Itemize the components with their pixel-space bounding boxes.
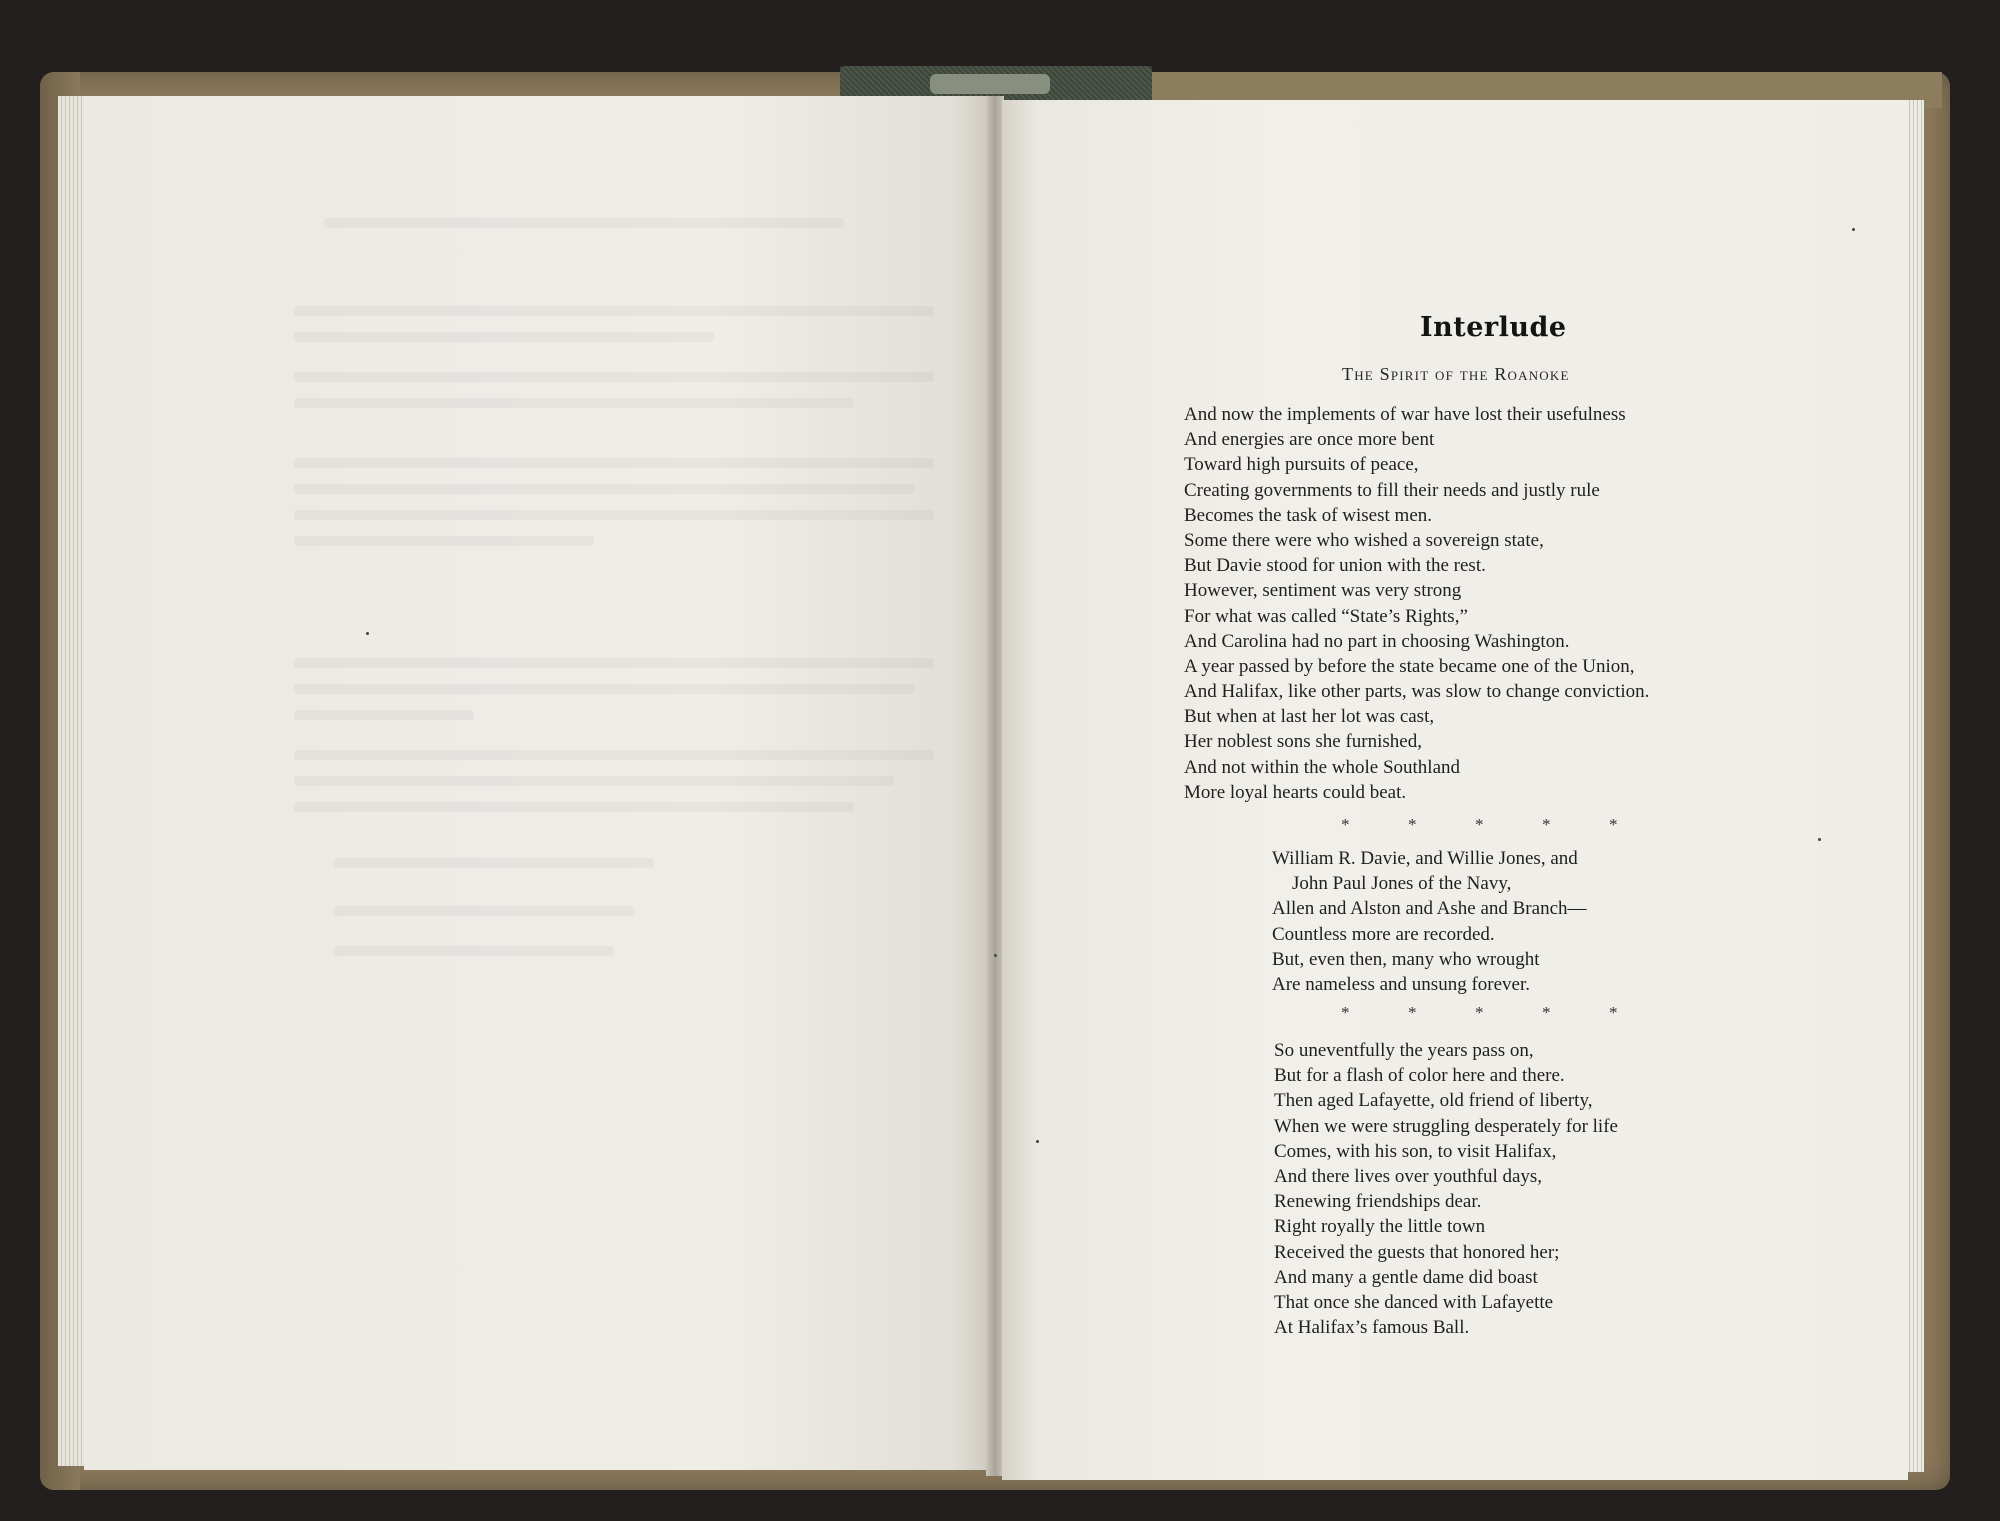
show-through-line (294, 306, 934, 316)
verse-line: However, sentiment was very strong (1184, 580, 1462, 602)
verse-line: But for a flash of color here and there. (1274, 1065, 1565, 1087)
verse-line: Countless more are recorded. (1272, 923, 1495, 945)
separator-star: * (1542, 1003, 1551, 1022)
show-through-line (294, 684, 914, 694)
show-through-line (294, 536, 594, 546)
verse-line: So uneventfully the years pass on, (1274, 1040, 1534, 1061)
verse-line: And there lives over youthful days, (1274, 1165, 1543, 1187)
verse-line: Allen and Alston and Ashe and Branch— (1272, 898, 1587, 920)
spine-wear (930, 74, 1050, 94)
show-through-line (334, 906, 634, 916)
verse-line: And Halifax, like other parts, was slow to change conviction. (1184, 681, 1650, 703)
verse-line: At Halifax’s famous Ball. (1274, 1317, 1470, 1339)
verse-line: But, even then, many who wrought (1272, 948, 1540, 970)
separator-star: * (1408, 815, 1417, 834)
paper-speck (1852, 228, 1855, 231)
verse-line: Some there were who wished a sovereign state, (1184, 529, 1544, 551)
verse-line: A year passed by before the state became one of the Union, (1184, 655, 1635, 677)
verse-line: Her noblest sons she furnished, (1184, 731, 1422, 753)
show-through-line (294, 458, 934, 468)
paper-speck (1818, 838, 1821, 841)
section-separator (1341, 1003, 1676, 1023)
verse-line: More loyal hearts could beat. (1184, 781, 1407, 803)
show-through-line (294, 776, 894, 786)
verse-line: For what was called “State’s Rights,” (1184, 605, 1468, 627)
left-page (84, 96, 988, 1470)
separator-star: * (1341, 1003, 1350, 1022)
show-through-line (294, 802, 854, 812)
separator-star: * (1609, 1003, 1618, 1022)
paper-speck (366, 632, 369, 635)
verse-line: Becomes the task of wisest men. (1184, 504, 1433, 526)
verse-line: Comes, with his son, to visit Halifax, (1274, 1140, 1557, 1162)
stanza-2 (1272, 846, 1587, 997)
verse-line: And energies are once more bent (1184, 429, 1435, 451)
verse-line: And not within the whole Southland (1184, 756, 1461, 778)
show-through-line (294, 332, 714, 342)
show-through-line (294, 750, 934, 760)
page-stack-right (1906, 100, 1924, 1472)
verse-line: When we were struggling desperately for life (1274, 1115, 1618, 1137)
page-heading: Interlude (1420, 312, 1567, 343)
verse-line: Toward high pursuits of peace, (1184, 454, 1419, 476)
paper-speck (994, 954, 997, 957)
stanza-3 (1274, 1038, 1618, 1340)
separator-star: * (1475, 1003, 1484, 1022)
separator-star: * (1542, 815, 1551, 834)
verse-line: And Carolina had no part in choosing Washington. (1184, 630, 1570, 652)
show-through-line (324, 218, 844, 228)
verse-line: Are nameless and unsung forever. (1272, 973, 1531, 995)
section-separator (1341, 815, 1676, 835)
separator-star: * (1408, 1003, 1417, 1022)
separator-star: * (1475, 815, 1484, 834)
verse-line: Right royally the little town (1274, 1216, 1486, 1238)
verse-line: Creating governments to fill their needs and justly rule (1184, 479, 1600, 501)
show-through-line (294, 398, 854, 408)
page-subheading: The Spirit of the Roanoke (1342, 364, 1570, 384)
show-through-line (294, 510, 934, 520)
separator-star: * (1341, 815, 1350, 834)
show-through-line (334, 858, 654, 868)
verse-line: John Paul Jones of the Navy, (1292, 873, 1512, 895)
verse-line: William R. Davie, and Willie Jones, and (1272, 848, 1578, 869)
verse-line: Renewing friendships dear. (1274, 1191, 1482, 1213)
verse-line: And many a gentle dame did boast (1274, 1266, 1538, 1288)
stanza-1 (1184, 402, 1649, 805)
separator-star: * (1609, 815, 1618, 834)
verse-line: Then aged Lafayette, old friend of liberty, (1274, 1090, 1593, 1112)
paper-speck (1036, 1140, 1039, 1143)
verse-line: Received the guests that honored her; (1274, 1241, 1560, 1263)
verse-line: And now the implements of war have lost their usefulness (1184, 404, 1626, 425)
show-through-line (334, 946, 614, 956)
show-through-line (294, 484, 914, 494)
show-through-line (294, 658, 934, 668)
verse-line: But Davie stood for union with the rest. (1184, 555, 1486, 577)
show-through-line (294, 372, 934, 382)
show-through-line (294, 710, 474, 720)
verse-line: But when at last her lot was cast, (1184, 706, 1435, 728)
verse-line: That once she danced with Lafayette (1274, 1291, 1554, 1313)
